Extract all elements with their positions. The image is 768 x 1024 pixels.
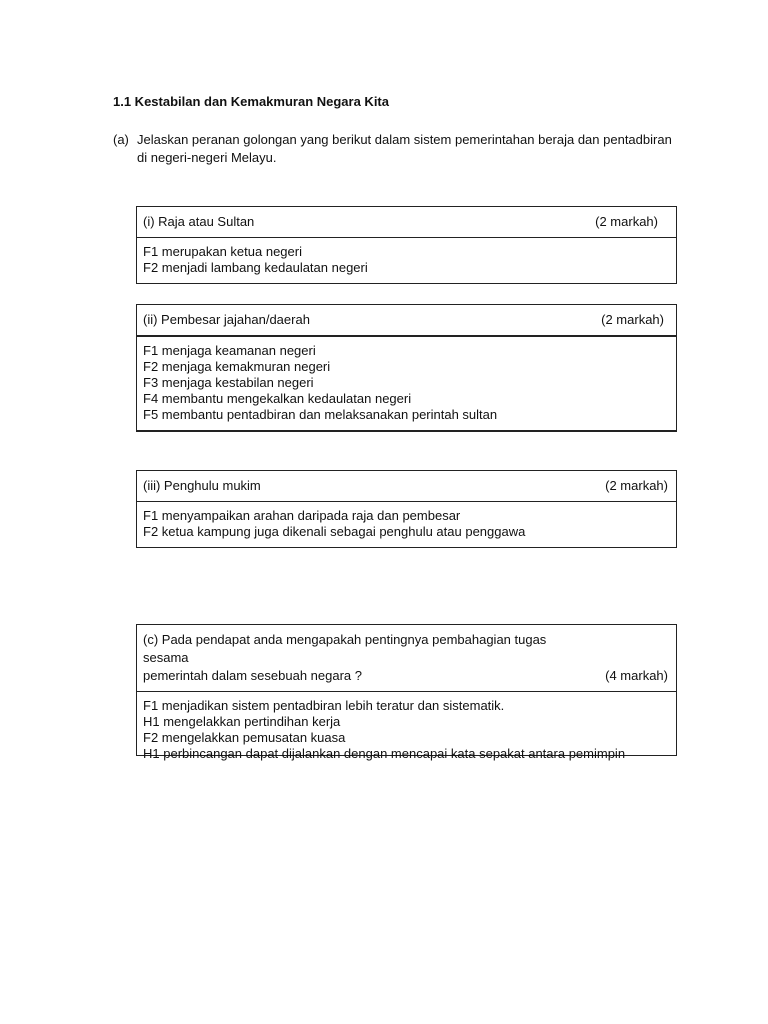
answer-line: F1 menyampaikan arahan daripada raja dan pembesar: [143, 508, 461, 523]
box-title: [143, 631, 593, 685]
answer-line: F4 membantu mengekalkan kedaulatan negeri: [143, 391, 412, 406]
question-a-label: (a): [113, 132, 129, 147]
box-title: (ii) Pembesar jajahan/daerah: [143, 312, 310, 327]
answer-box-penghulu: [136, 470, 677, 548]
box-answers: [137, 502, 676, 544]
question-a-text: Jelaskan peranan golongan yang berikut dalam sistem pemerintahan beraja dan pentadbiran di negeri-negeri Melayu.: [137, 132, 672, 165]
box-answers: [137, 692, 676, 766]
answer-line: F5 membantu pentadbiran dan melaksanakan perintah sultan: [143, 407, 498, 422]
box-header: [137, 625, 676, 692]
box-title: (i) Raja atau Sultan: [143, 214, 255, 229]
marks-label: (2 markah): [601, 312, 664, 327]
box-title-line: pemerintah dalam sesebuah negara ?: [143, 668, 362, 683]
section-heading: 1.1 Kestabilan dan Kemakmuran Negara Kita: [113, 94, 389, 109]
answer-line: F1 merupakan ketua negeri: [143, 244, 302, 259]
answer-line: F2 ketua kampung juga dikenali sebagai penghulu atau penggawa: [143, 524, 526, 539]
answer-box-raja: [136, 206, 677, 284]
box-title-line: (c) Pada pendapat anda mengapakah pentingnya pembahagian tugas sesama: [143, 632, 547, 665]
marks-label: (2 markah): [595, 214, 658, 229]
answer-line: H1 perbincangan dapat dijalankan dengan mencapai kata sepakat antara pemimpin: [143, 746, 626, 761]
marks-label: (4 markah): [605, 668, 668, 683]
answer-box-question-c: [136, 624, 677, 761]
box-header: [137, 471, 676, 502]
marks-label: (2 markah): [605, 478, 668, 493]
box-answers: [137, 238, 676, 280]
answer-line: F1 menjaga keamanan negeri: [143, 343, 316, 358]
box-header: [137, 207, 676, 238]
answer-line: F2 menjadi lambang kedaulatan negeri: [143, 260, 368, 275]
box-header: [137, 305, 676, 337]
question-a: [113, 131, 673, 167]
answer-box-pembesar: [136, 304, 677, 432]
answer-line: F2 mengelakkan pemusatan kuasa: [143, 730, 346, 745]
answer-line: H1 mengelakkan pertindihan kerja: [143, 714, 341, 729]
box-answers: [137, 337, 676, 427]
answer-line: F3 menjaga kestabilan negeri: [143, 375, 314, 390]
answer-line: F1 menjadikan sistem pentadbiran lebih teratur dan sistematik.: [143, 698, 505, 713]
box-title: (iii) Penghulu mukim: [143, 478, 261, 493]
answer-line: F2 menjaga kemakmuran negeri: [143, 359, 331, 374]
